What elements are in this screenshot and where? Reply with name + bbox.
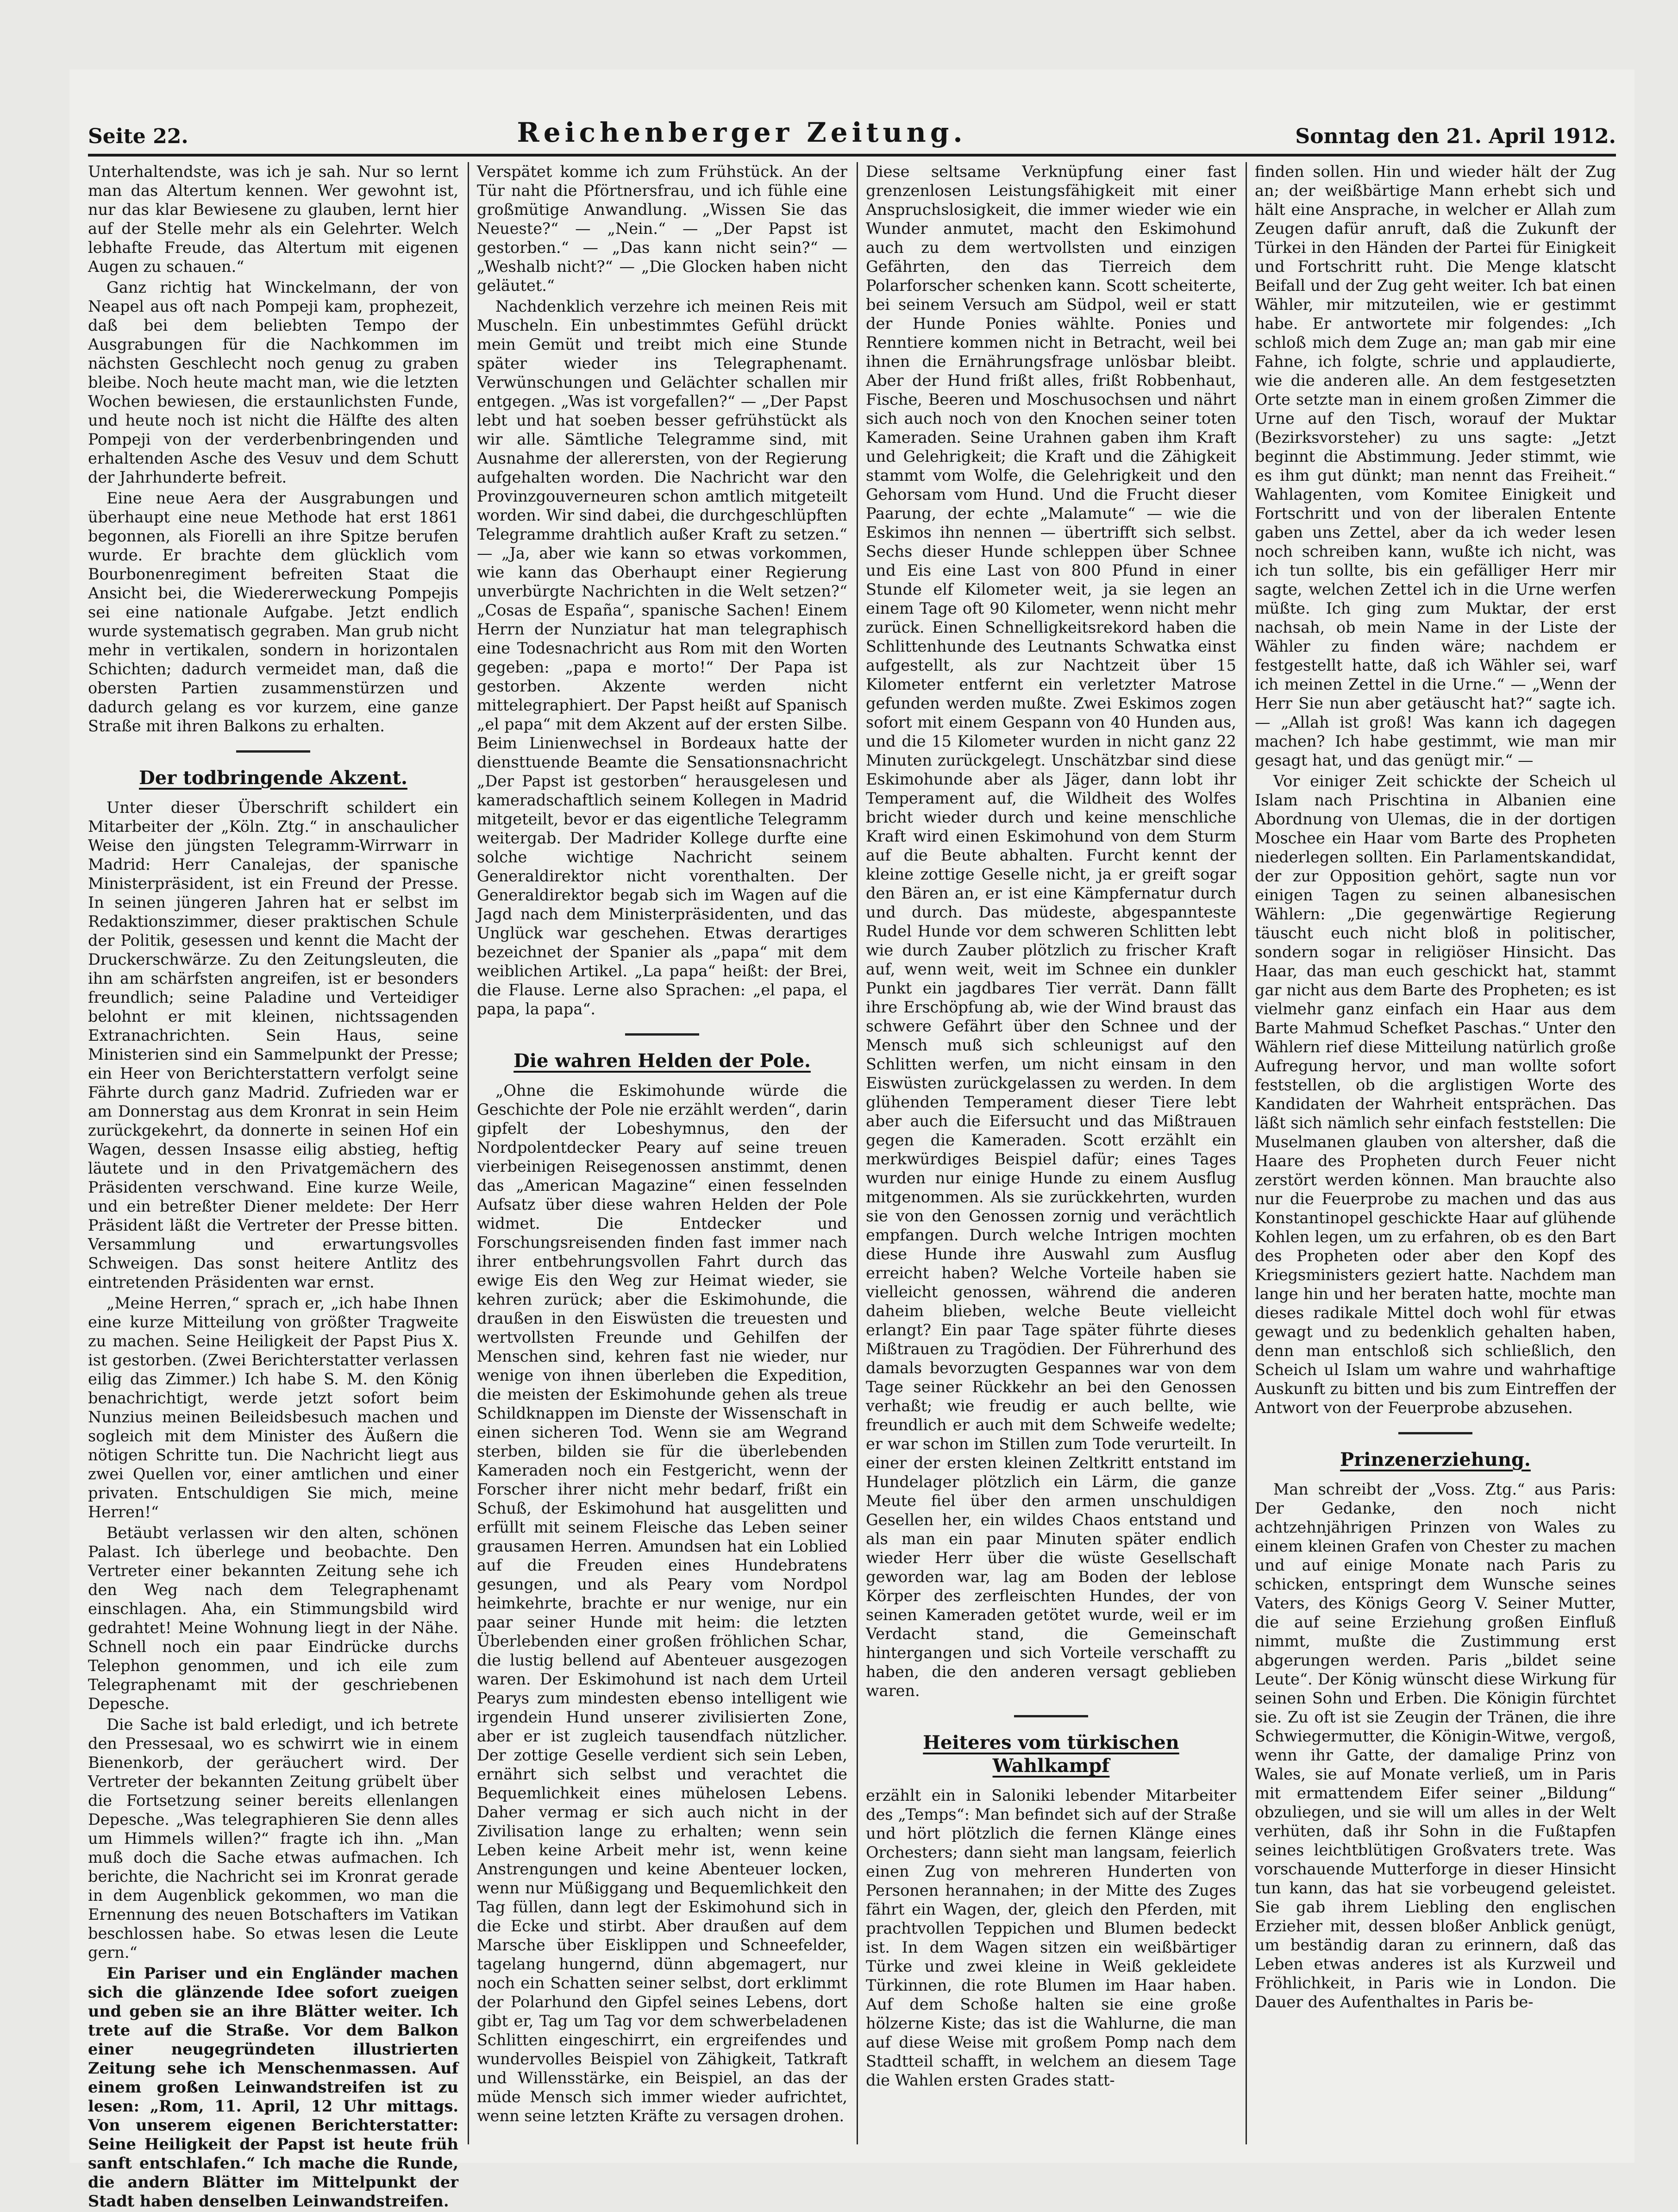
paragraph: „Meine Herren,“ sprach er, „ich habe Ihnen eine kurze Mitteilung von größter Tragweite zu machen. Seine Heiligkeit der Papst Pius X. ist gestorben. (Zwei Berichterstatter verlassen eilig das Zimmer.) Ich habe S. M. den König benachrichtigt, werde jetzt sofort beim Nunzius meinen Beileidsbesuch machen und sogleich mit dem Minister des Äußern die nötigen Schritte tun. Die Nachricht liegt aus zwei Quellen vor, einer amtlichen und einer privaten. Entschuldigen Sie mich, meine Herren!“ [88, 1294, 458, 1521]
paragraph: Eine neue Aera der Ausgrabungen und überhaupt eine neue Methode hat erst 1861 begonnen, als Fiorelli an ihre Spitze berufen wurde. Er brachte dem glücklich vom Bourbonenregiment befreiten Staat die Ansicht bei, die Wiedererweckung Pompejis sei eine nationale Aufgabe. Jetzt endlich wurde systematisch gegraben. Man grub nicht mehr in vertikalen, sondern in horizontalen Schichten; dadurch vermeidet man, daß die obersten Partien zusammenstürzen und dadurch gelang es vor kurzem, eine ganze Straße mit ihren Balkons zu erhalten. [88, 489, 458, 735]
paragraph: Diese seltsame Verknüpfung einer fast grenzenlosen Leistungsfähigkeit mit einer Anspruchslosigkeit, die immer wieder wie ein Wunder anmutet, macht den Eskimohund auch zu dem wertvollsten und einzigen Gefährten, den das Tierreich dem Polarforscher schenken kann. Scott scheiterte, bei seinem Versuch am Südpol, weil er statt der Hunde Ponies wählte. Ponies und Renntiere kommen nicht in Betracht, weil bei ihnen die Ernährungsfrage unlösbar bleibt. Aber der Hund frißt alles, frißt Robbenhaut, Fische, Beeren und Moschusochsen und nährt sich auch noch von den Knochen seiner toten Kameraden. Seine Urahnen gaben ihm Kraft und Gelehrigkeit; die Kraft und die Zähigkeit stammt vom Wolfe, die Gelehrigkeit und den Gehorsam vom Hund. Und die Frucht dieser Paarung, der echte „Malamute“ — wie die Eskimos ihn nennen — übertrifft sich selbst. Sechs dieser Hunde schleppen über Schnee und Eis eine Last von 800 Pfund in einer Stunde elf Kilometer weit, ja sie legen an einem Tage oft 90 Kilometer, wenn nicht mehr zurück. Einen Schnelligkeitsrekord haben die Schlittenhunde des Leutnants Schwatka einst aufgestellt, als zur Nachtzeit über 15 Kilometer entfernt ein verletzter Matrose gefunden werden mußte. Zwei Eskimos zogen sofort mit einem Gespann von 40 Hunden aus, und die 15 Kilometer wurden in nicht ganz 22 Minuten zurückgelegt. Unschätzbar sind diese Eskimohunde aber als Jäger, dann lobt ihr Temperament auf, die Wildheit des Wolfes bricht wieder durch und keine menschliche Kraft wird einen Eskimohund von dem Sturm auf die Beute abhalten. Furcht kennt der kleine zottige Geselle nicht, ja er greift sogar den Bären an, er ist eine Kämpfernatur durch und durch. Das müdeste, abgespannteste Rudel Hunde vor dem schweren Schlitten lebt wie durch Zauber plötzlich zu frischer Kraft auf, wenn weit, weit im Schnee ein dunkler Punkt ein jagdbares Tier verrät. Dann fällt ihre Erschöpfung ab, wie der Wind braust das schwere Gefährt über den Schnee und der Mensch muß sich schleunigst auf den Schlitten werfen, um nicht einsam in den Eiswüsten zurückgelassen zu werden. In dem glühenden Temperament dieser Tiere lebt aber auch die Eifersucht und das Mißtrauen gegen die Kameraden. Scott erzählt ein merkwürdiges Beispiel dafür; eines Tages wurden nur einige Hunde zu einem Ausflug mitgenommen. Als sie zurückkehrten, wurden sie von den Genossen zornig und verächtlich empfangen. Durch welche Intrigen mochten diese Hunde ihre Auswahl zum Ausflug erreicht haben? Welche Vorteile haben sie vielleicht genossen, während die anderen daheim blieben, welche Beute vielleicht erlangt? Ein paar Tage später führte dieses Mißtrauen zu Tragödien. Der Führerhund des damals bevorzugten Gespannes war von dem Tage seiner Rückkehr an bei den Genossen verhaßt; wie freudig er auch bellte, wie freundlich er auch mit dem Schweife wedelte; er war schon im Stillen zum Tode verurteilt. In einer der ersten kleinen Zeltkritt entstand im Hundelager plötzlich ein Lärm, die ganze Meute fiel über den armen unschuldigen Gesellen her, ein wildes Chaos entstand und als man ein paar Minuten später endlich wieder Herr über die wüste Gesellschaft geworden war, lag am Boden der leblose Körper des zerfleischten Hundes, der von seinen Kameraden getötet wurde, weil er im Verdacht stand, die Gemeinschaft hintergangen und sich Vorteile verschafft zu haben, die den anderen versagt geblieben waren. [866, 163, 1236, 1700]
columns [88, 162, 1616, 2210]
paragraph: Unterhaltendste, was ich je sah. Nur so lernt man das Altertum kennen. Wer gewohnt ist, nur das klar Bewiesene zu glauben, lernt hier auf der Stelle mehr als ein Gelehrter. Welch lebhafte Freude, das Altertum mit eigenen Augen zu schauen.“ [88, 163, 458, 276]
separator-rule [236, 750, 310, 753]
page-header [88, 97, 1616, 157]
article-title: Prinzenerziehung. [1340, 1449, 1531, 1470]
column-divider [857, 162, 858, 2144]
paragraph: Vor einiger Zeit schickte der Scheich ul Islam nach Prischtina in Albanien eine Abordnung von Ulemas, die in der dortigen Moschee ein Haar vom Barte des Propheten niederlegen sollten. Ein Parlamentskandidat, der zur Opposition gehört, sagte nun vor einigen Tagen zu seinen albanesischen Wählern: „Die gegenwärtige Regierung täuscht euch nicht bloß in politischer, sondern sogar in religiöser Hinsicht. Das Haar, das man euch geschickt hat, stammt gar nicht aus dem Barte des Propheten; es ist vielmehr ganz einfach ein Haar aus dem Barte Mahmud Schefket Paschas.“ Unter den Wählern rief diese Mitteilung natürlich große Aufregung hervor, und man wollte sofort feststellen, ob die arglistigen Worte des Kandidaten der Wahrheit entsprächen. Das läßt sich nämlich sehr einfach feststellen: Die Muselmanen glauben von altersher, daß die Haare des Propheten durch Feuer nicht zerstört werden können. Man brauchte also nur die Feuerprobe zu machen und das aus Konstantinopel geschickte Haar auf glühende Kohlen legen, um zu erfahren, ob es den Bart des Propheten oder aber den Kopf des Kriegsministers geziert hatte. Nachdem man lange hin und her beraten hatte, mochte man dieses radikale Mittel doch wohl für etwas gewagt und zu bedenklich gehalten haben, denn man entschloß sich schließlich, den Scheich ul Islam um wahre und wahrhaftige Auskunft zu bitten und bis zum Eintreffen der Antwort von der Feuerprobe abzusehen. [1255, 772, 1616, 1417]
paragraph: Ein Pariser und ein Engländer machen sich die glänzende Idee sofort zueigen und geben sie an ihre Blätter weiter. Ich trete auf die Straße. Vor dem Balkon einer neugegründeten illustrierten Zeitung sehe ich Menschenmassen. Auf einem großen Leinwandstreifen ist zu lesen: „Rom, 11. April, 12 Uhr mittags. Von unserem eigenen Berichterstatter: Seine Heiligkeit der Papst ist heute früh sanft entschlafen.“ Ich mache die Runde, die andern Blätter im Mittelpunkt der Stadt haben denselben Leinwandstreifen. [88, 1964, 458, 2210]
column-1 [88, 162, 458, 2210]
article-title: Heiteres vom türkischen Wahlkampf [923, 1732, 1179, 1777]
paragraph: „Ohne die Eskimohunde würde die Geschichte der Pole nie erzählt werden“, darin gipfelt der Lobeshymnus, den der Nordpolentdecker Peary auf seine treuen vierbeinigen Reisegenossen anstimmt, denen das „American Magazine“ einen fesselnden Aufsatz über diese wahren Helden der Pole widmet. Die Entdecker und Forschungsreisenden finden fast immer nach ihrer entbehrungsvollen Fahrt durch das ewige Eis den Weg zur Heimat wieder, sie kehren zurück; aber die Eskimohunde, die draußen in den Eiswüsten die treuesten und wertvollsten Freunde und Gehilfen der Menschen sind, kehren fast nie wieder, nur wenige von ihnen überleben die Expedition, die meisten der Eskimohunde gehen als treue Schildknappen im Dienste der Wissenschaft in einen sicheren Tod. Wenn sie am Wegrand sterben, bilden sie für die überlebenden Kameraden noch ein Festgericht, wenn der Forscher ihrer nicht mehr bedarf, frißt ein Schuß, der Eskimohund hat ausgelitten und erfüllt mit seinem Fleische das Leben seiner grausamen Herren. Amundsen hat ein Loblied auf die Freuden eines Hundebratens gesungen, und als Peary vom Nordpol heimkehrte, brachte er nur wenige, nur ein paar seiner Hunde mit heim: die letzten Überlebenden einer großen fröhlichen Schar, die lustig bellend auf Abenteuer ausgezogen waren. Der Eskimohund ist nach dem Urteil Pearys zum mindesten ebenso intelligent wie irgendein Hund unserer zivilisierten Zone, aber er ist zugleich tausendfach nützlicher. Der zottige Geselle verdient sich sein Leben, ernährt sich selbst und verachtet die Bequemlichkeit eines mühelosen Lebens. Daher vermag er sich auch nicht in der Zivilisation lange zu erhalten; wenn sein Leben keine Arbeit mehr ist, wenn keine Anstrengungen und keine Abenteuer locken, wenn nur Müßiggang und Bequemlichkeit den Tag füllen, dann legt der Eskimohund sich in die Ecke und stirbt. Aber draußen auf dem Marsche über Eisklippen und Schneefelder, tagelang hungernd, dünn abgemagert, nur noch ein Schatten seiner selbst, dort erklimmt der Polarhund den Gipfel seines Lebens, dort gibt er, Tag um Tag vor dem schwerbeladenen Schlitten eingeschirrt, ein ergreifendes und wundervolles Beispiel von Zähigkeit, Tatkraft und Willensstärke, ein Beispiel, an das der müde Mensch sich immer wieder aufrichtet, wenn seine letzten Kräfte zu versagen drohen. [477, 1081, 847, 2125]
separator-rule [625, 1033, 699, 1036]
issue-date: Sonntag den 21. April 1912. [1295, 125, 1616, 148]
paragraph: erzählt ein in Saloniki lebender Mitarbeiter des „Temps“: Man befindet sich auf der Straße und hört plötzlich die fernen Klänge eines Orchesters; dann sieht man langsam, feierlich einen Zug von mehreren Hunderten von Personen herannahen; in der Mitte des Zuges fährt ein Wagen, der, gleich den Pferden, mit prachtvollen Teppichen und Blumen bedeckt ist. In dem Wagen sitzen ein weißbärtiger Türke und zwei kleine in Weiß gekleidete Türkinnen, die rote Blumen im Haar haben. Auf dem Schoße halten sie eine große hölzerne Kiste; das ist die Wahlurne, die man auf diese Weise mit großem Pomp nach dem Stadtteil schafft, in welchem an diesem Tage die Wahlen ersten Grades statt- [866, 1786, 1236, 2089]
page-number: Seite 22. [88, 125, 188, 148]
paragraph: Nachdenklich verzehre ich meinen Reis mit Muscheln. Ein unbestimmtes Gefühl drückt mein Gemüt und treibt mich eine Stunde später wieder ins Telegraphenamt. Verwünschungen und Gelächter schallen mir entgegen. „Was ist vorgefallen?“ — „Der Papst lebt und hat soeben besser gefrühstückt als wir alle. Sämtliche Telegramme sind, mit Ausnahme der allerersten, von der Regierung aufgehalten worden. Die Nachricht war den Provinzgouverneuren schon amtlich mitgeteilt worden. Wir sind dabei, die durchgeschlüpften Telegramme drahtlich außer Kraft zu setzen.“ — „Ja, aber wie kann so etwas vorkommen, wie kann das Oberhaupt einer Regierung unverbürgte Nachrichten in die Welt setzen?“ „Cosas de España“, spanische Sachen! Einem Herrn der Nunziatur hat man telegraphisch eine Todesnachricht aus Rom mit den Worten gegeben: „papa e morto!“ Der Papa ist gestorben. Akzente werden nicht mittelegraphiert. Der Papst heißt auf Spanisch „el papa“ mit dem Akzent auf der ersten Silbe. Beim Linienwechsel in Bordeaux hatte der diensttuende Beamte die Sensationsnachricht „Der Papst ist gestorben“ herausgelesen und kameradschaftlich seinem Kollegen in Madrid mitgeteilt, bevor er das eigentliche Telegramm weitergab. Der Madrider Kollege durfte eine solche wichtige Nachricht seinem Generaldirektor nicht vorenthalten. Der Generaldirektor begab sich im Wagen auf die Jagd nach dem Ministerpräsidenten, und das Unglück war geschehen. Etwas derartiges bezeichnet der Spanier als „papa“ mit dem weiblichen Artikel. „La papa“ heißt: der Brei, die Flause. Lerne also Sprachen: „el papa, el papa, la papa“. [477, 297, 847, 1018]
paragraph: Verspätet komme ich zum Frühstück. An der Tür naht die Pförtnersfrau, und ich fühle eine großmütige Anwandlung. „Wissen Sie das Neueste?“ — „Nein.“ — „Der Papst ist gestorben.“ — „Das kann nicht sein?“ — „Weshalb nicht?“ — „Die Glocken haben nicht geläutet.“ [477, 163, 847, 295]
separator-rule [1398, 1432, 1472, 1434]
newspaper-name: Reichenberger Zeitung. [517, 117, 967, 148]
paragraph: Unter dieser Überschrift schildert ein Mitarbeiter der „Köln. Ztg.“ in anschaulicher Weise den jüngsten Telegramm-Wirrwarr in Madrid: Herr Canalejas, der spanische Ministerpräsident, ist ein Freund der Presse. In seinen jüngeren Jahren hat er selbst im Redaktionszimmer, dieser praktischen Schule der Politik, gesessen und kennt die Macht der Druckerschwärze. Zu den Zeitungsleuten, die ihn am schärfsten angreifen, ist er besonders freundlich; seine Paladine und Verteidiger belohnt er mit kleinen, nichtssagenden Extranachrichten. Sein Haus, seine Ministerien sind ein Sammelpunkt der Presse; ein Heer von Berichterstattern verfolgt seine Fährte durch ganz Madrid. Zufrieden war er am Donnerstag aus dem Kronrat in sein Heim zurückgekehrt, da donnerte in seinen Hof ein Wagen, dessen Insasse eilig abstieg, heftig läutete und in den Privatgemächern des Präsidenten verschwand. Eine kurze Weile, und ein betreßter Diener meldete: Der Herr Präsident läßt die Vertreter der Presse bitten. Versammlung und erwartungsvolles Schweigen. Das sonst heitere Antlitz des eintretenden Präsidenten war ernst. [88, 798, 458, 1291]
article-title: Die wahren Helden der Pole. [513, 1050, 811, 1072]
paragraph: Ganz richtig hat Winckelmann, der von Neapel aus oft nach Pompeji kam, prophezeit, daß bei dem beliebten Tempo der Ausgrabungen für die Nachkommen im nächsten Geschlecht noch genug zu graben bleibe. Noch heute macht man, wie die letzten Wochen bewiesen, die erstaunlichsten Funde, und heute noch ist nicht die Hälfte des alten Pompeji von der verderbenbringenden und erhaltenden Asche des Vesuv und dem Schutt der Jahrhunderte befreit. [88, 278, 458, 486]
paragraph: Man schreibt der „Voss. Ztg.“ aus Paris: Der Gedanke, den noch nicht achtzehnjährigen Prinzen von Wales zu einem kleinen Grafen von Chester zu machen und auf einige Monate nach Paris zu schicken, entspringt dem Wunsche seines Vaters, des Königs Georg V. Seiner Mutter, die auf seine Erziehung großen Einfluß nimmt, mußte die Zustimmung erst abgerungen werden. Paris „bildet seine Leute“. Der König wünscht diese Wirkung für seinen Sohn und Erben. Die Königin fürchtet sie. Zu oft ist sie Zeugin der Tränen, die ihre Schwiegermutter, die Königin-Witwe, vergoß, wenn ihr Gatte, der damalige Prinz von Wales, sie auf Monate verließ, um in Paris mit ermattendem Eifer seiner „Bildung“ obzuliegen, und sie will um alles in der Welt verhüten, daß ihr Sohn in die Fußtapfen seines leichtblütigen Großvaters trete. Was vorschauende Mutterforge in dieser Hinsicht tun kann, das hat sie vorbeugend geleistet. Sie gab ihrem Liebling den englischen Erzieher mit, dessen bloßer Anblick genügt, um beständig daran zu erinnern, daß das Leben etwas anderes ist als Kurzweil und Fröhlichkeit, in Paris wie in London. Die Dauer des Aufenthaltes in Paris be- [1255, 1480, 1616, 2011]
column-divider [1246, 162, 1247, 2144]
separator-rule [1014, 1715, 1088, 1717]
newspaper-page [69, 69, 1634, 2210]
column-4 [1255, 162, 1616, 2144]
paragraph: Die Sache ist bald erledigt, und ich betrete den Pressesaal, wo es schwirrt wie in einem Bienenkorb, der geräuchert wird. Der Vertreter der bekannten Zeitung grübelt über die Fortsetzung seiner bereits ellenlangen Depesche. „Was telegraphieren Sie denn alles um Himmels willen?“ fragte ich ihn. „Man muß doch die Sache etwas aufmachen. Ich berichte, die Nachricht sei im Kronrat gerade in dem Augenblick gekommen, wo man die Ernennung des neuen Botschafters im Vatikan beschlossen habe. So etwas lesen die Leute gern.“ [88, 1716, 458, 1961]
article-title: Der todbringende Akzent. [139, 767, 407, 789]
column-3 [866, 162, 1236, 2144]
paragraph: finden sollen. Hin und wieder hält der Zug an; der weißbärtige Mann erhebt sich und hält eine Ansprache, in welcher er Allah zum Zeugen dafür anruft, daß die Zukunft der Türkei in den Händen der Partei für Einigkeit und Fortschritt ruht. Die Menge klatscht Beifall und der Zug geht weiter. Ich bat einen Wähler, mir mitzuteilen, wie er gestimmt habe. Er antwortete mir folgendes: „Ich schloß mich dem Zuge an; man gab mir eine Fahne, ich folgte, schrie und applaudierte, wie die anderen alle. An dem festgesetzten Orte setzte man in einem großen Zimmer die Urne auf den Tisch, worauf der Muktar (Bezirksvorsteher) zu uns sagte: „Jetzt beginnt die Abstimmung. Jeder stimmt, wie es ihm gut dünkt; man nennt das Freiheit.“ Wahlagenten, vom Komitee Einigkeit und Fortschritt und von der liberalen Entente gaben uns Zettel, aber da ich weder lesen noch schreiben kann, wußte ich nicht, was ich tun sollte, bis ein gefälliger Herr mir sagte, welchen Zettel ich in die Urne werfen müßte. Ich ging zum Muktar, der erst nachsah, ob mein Name in der Liste der Wähler zu finden wäre; nachdem er festgestellt hatte, daß ich Wähler sei, warf ich meinen Zettel in die Urne.“ — „Wenn der Herr Sie nun aber getäuscht hat?“ sagte ich. — „Allah ist groß! Was kann ich dagegen machen? Ich habe gestimmt, wie man mir gesagt hat, und das genügt mir.“ — [1255, 163, 1616, 769]
paragraph: Betäubt verlassen wir den alten, schönen Palast. Ich überlege und beobachte. Den Vertreter einer bekannten Zeitung sehe ich den Weg nach dem Telegraphenamt einschlagen. Aha, ein Stimmungsbild wird gedrahtet! Meine Wohnung liegt in der Nähe. Schnell noch ein paar Eindrücke durchs Telephon genommen, und ich eile zum Telegraphenamt mit der geschriebenen Depesche. [88, 1524, 458, 1713]
column-2 [477, 162, 847, 2144]
column-divider [468, 162, 469, 2144]
